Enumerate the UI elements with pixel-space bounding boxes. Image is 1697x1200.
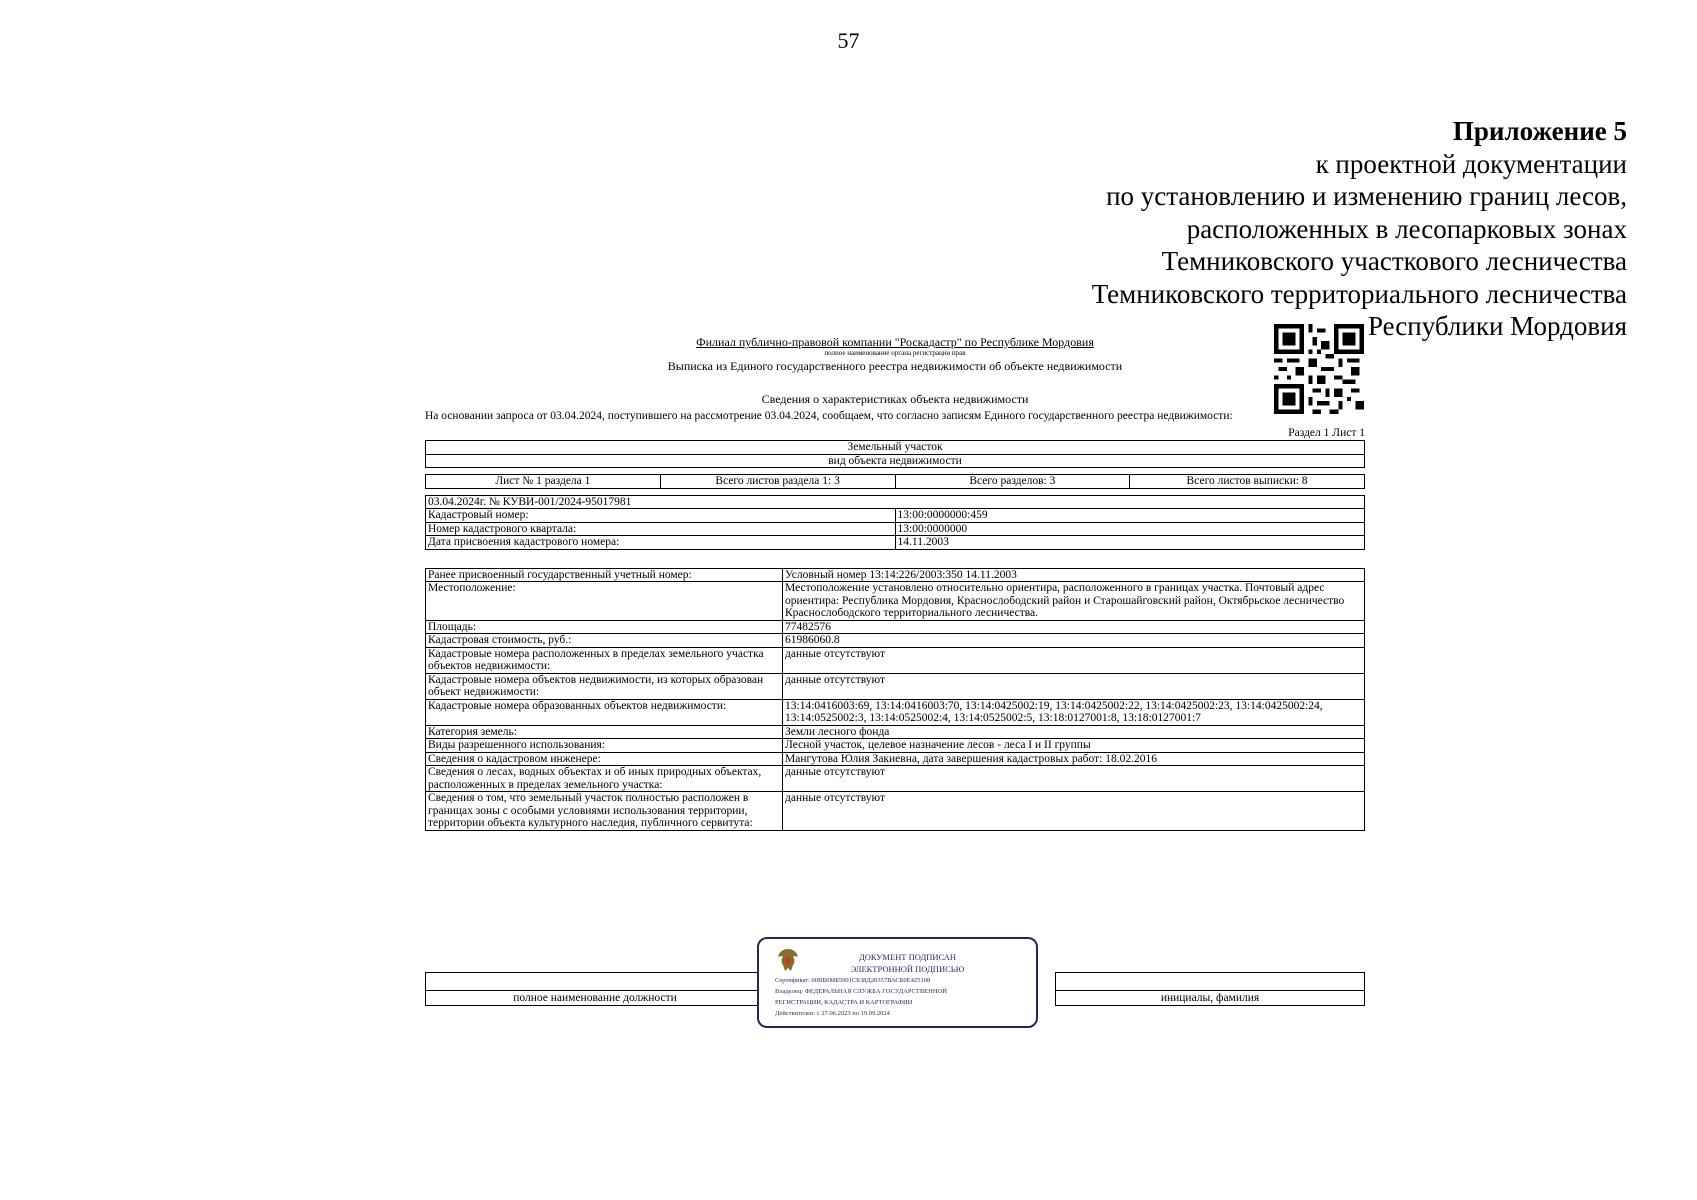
stamp-title: ДОКУМЕНТ ПОДПИСАН: [858, 952, 957, 962]
page-number: 57: [837, 28, 860, 53]
sheet-info: Всего листов раздела 1: 3: [660, 475, 895, 489]
field-value: данные отсутствуют: [783, 647, 1365, 673]
cadastral-table: [425, 495, 1365, 550]
organization-caption: полное наименование органа регистрации прав: [824, 349, 966, 357]
stamp-subtitle: ЭЛЕКТРОННОЙ ПОДПИСЬЮ: [850, 964, 965, 974]
field-label: Дата присвоения кадастрового номера:: [426, 536, 896, 550]
appendix-line: расположенных в лесопарковых зонах: [1186, 213, 1627, 244]
appendix-line: к проектной документации: [1315, 148, 1627, 179]
object-type-table: [425, 440, 1365, 468]
stamp-owner: Владелец: ФЕДЕРАЛЬНАЯ СЛУЖБА ГОСУДАРСТВЕННОЙ: [775, 988, 947, 995]
object-type-caption: вид объекта недвижимости: [426, 454, 1365, 468]
stamp-owner: РЕГИСТРАЦИИ, КАДАСТРА И КАРТОГРАФИИ: [775, 999, 913, 1006]
appendix-line: Республики Мордовия: [1367, 311, 1627, 341]
organization-name: Филиал публично-правовой компании "Роскадастр" по Республике Мордовия: [696, 335, 1094, 349]
extract-number: 03.04.2024г. № КУВИ-001/2024-95017981: [426, 495, 1365, 509]
field-label: Площадь:: [426, 620, 783, 634]
field-value: 14.11.2003: [895, 536, 1365, 550]
field-value: 77482576: [783, 620, 1365, 634]
sheets-table: [425, 474, 1365, 489]
table-row: [426, 582, 1365, 621]
table-row: [426, 792, 1365, 831]
basis-text: На основании запроса от 03.04.2024, поступившего на рассмотрение 03.04.2024, сообщаем, что согласно записям Единого государственного реестра недвижимости:: [425, 410, 1233, 422]
field-value: Условный номер 13:14:226/2003:350 14.11.2003: [783, 568, 1365, 582]
field-label: Кадастровая стоимость, руб.:: [426, 634, 783, 648]
sheet-info: Всего разделов: 3: [895, 475, 1130, 489]
field-label: Ранее присвоенный государственный учетный номер:: [426, 568, 783, 582]
appendix-line: Темниковского территориального лесничества: [1091, 278, 1627, 309]
field-value: 61986060.8: [783, 634, 1365, 648]
position-caption: полное наименование должности: [426, 990, 764, 1005]
section-reference: Раздел 1 Лист 1: [1288, 427, 1365, 439]
field-label: Кадастровые номера объектов недвижимости, из которых образован объект недвижимости:: [426, 673, 783, 699]
sheet-info: Всего листов выписки: 8: [1130, 475, 1365, 489]
table-row: [426, 647, 1365, 673]
extract-title: Выписка из Единого государственного реестра недвижимости об объекте недвижимости: [667, 359, 1123, 373]
table-row: [426, 699, 1365, 725]
field-value: Земли лесного фонда: [783, 725, 1365, 739]
field-label: Местоположение:: [426, 582, 783, 621]
appendix-line: по установлению и изменению границ лесов,: [1106, 181, 1627, 211]
field-label: Категория земель:: [426, 725, 783, 739]
field-value: Лесной участок, целевое назначение лесов - леса I и II группы: [783, 739, 1365, 753]
electronic-signature-stamp: [757, 937, 1038, 1028]
field-value: 13:00:0000000:459: [895, 509, 1365, 523]
stamp-certificate: Сертификат: 00ВБ0МБ5901СБ38Д20357ВАСБ0Е425108: [775, 977, 931, 984]
registry-extract: [425, 336, 1365, 831]
appendix-title: Приложение 5: [1452, 116, 1627, 146]
sheet-info: Лист № 1 раздела 1: [426, 475, 661, 489]
field-value: данные отсутствуют: [783, 792, 1365, 831]
appendix-line: Темниковского участкового лесничества: [1161, 246, 1627, 276]
field-value: Местоположение установлено относительно ориентира, расположенного в границах участка. Почтовый адрес ориентира: Республика Мордовия, Краснослободский район и Старошайговский район, Октябрьское лесничество Краснослободского территориального лесничества.: [783, 582, 1365, 621]
table-row: [426, 725, 1365, 739]
table-row: [426, 752, 1365, 766]
table-row: [426, 739, 1365, 753]
field-label: Сведения о кадастровом инженере:: [426, 752, 783, 766]
field-value: Мангутова Юлия Закиевна, дата завершения кадастровых работ: 18.02.2016: [783, 752, 1365, 766]
table-row: [426, 634, 1365, 648]
field-label: Сведения о лесах, водных объектах и об иных природных объектах, расположенных в пределах земельного участка:: [426, 766, 783, 792]
field-value: 13:14:0416003:69, 13:14:0416003:70, 13:14:0425002:19, 13:14:0425002:22, 13:14:0425002:23, 13:14:0425002:24, 13:14:0525002:3, 13:14:0525002:4, 13:14:0525002:5, 13:18:0127001:8, 13:18:0127001:7: [783, 699, 1365, 725]
position-field: [425, 972, 765, 1006]
extract-header: [425, 336, 1365, 406]
field-value: данные отсутствуют: [783, 766, 1365, 792]
field-label: Номер кадастрового квартала:: [426, 522, 896, 536]
field-label: Виды разрешенного использования:: [426, 739, 783, 753]
stamp-validity: Действителен: с 27.06.2023 по 19.09.2024: [775, 1010, 890, 1017]
table-row: [426, 673, 1365, 699]
table-row: [426, 766, 1365, 792]
name-caption: инициалы, фамилия: [1056, 990, 1364, 1005]
field-label: Кадастровый номер:: [426, 509, 896, 523]
table-row: [426, 509, 1365, 523]
coat-of-arms-icon: [773, 945, 803, 975]
field-label: Кадастровые номера образованных объектов недвижимости:: [426, 699, 783, 725]
field-label: Сведения о том, что земельный участок полностью расположен в границах зоны с особыми условиями использования территории, территории объекта культурного наследия, публичного сервитута:: [426, 792, 783, 831]
object-type-value: Земельный участок: [426, 441, 1365, 455]
field-value: 13:00:0000000: [895, 522, 1365, 536]
name-field: [1055, 972, 1365, 1006]
table-row: [426, 536, 1365, 550]
field-value: данные отсутствуют: [783, 673, 1365, 699]
characteristics-table: [425, 568, 1365, 831]
table-row: [426, 522, 1365, 536]
info-title: Сведения о характеристиках объекта недвижимости: [761, 392, 1029, 406]
table-row: [426, 568, 1365, 582]
table-row: [426, 620, 1365, 634]
field-label: Кадастровые номера расположенных в пределах земельного участка объектов недвижимости:: [426, 647, 783, 673]
appendix-heading: [727, 115, 1627, 343]
